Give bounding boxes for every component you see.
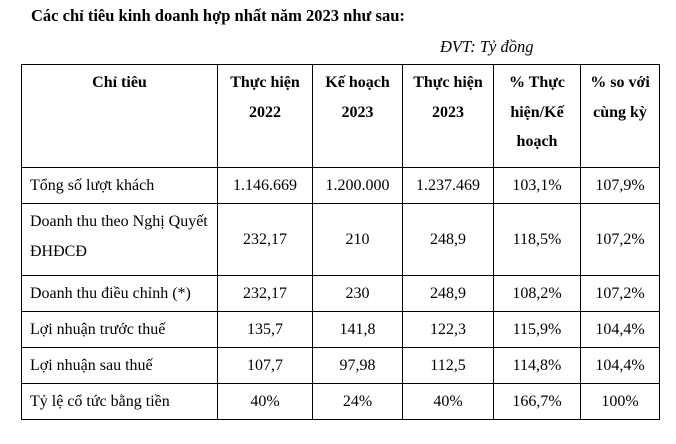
table-cell: 141,8 [313, 312, 403, 348]
table-header-row [22, 65, 660, 168]
document-heading: Các chỉ tiêu kinh doanh hợp nhất năm 2023 như sau: [31, 6, 405, 25]
table-cell: 118,5% [494, 204, 581, 276]
table-row [22, 384, 660, 420]
table-cell: 232,17 [218, 276, 313, 312]
business-targets-table [21, 64, 660, 420]
table-cell: 107,7 [218, 348, 313, 384]
table-cell: 230 [313, 276, 403, 312]
header-cell-indicator: Chỉ tiêu [22, 65, 218, 168]
row-label: Lợi nhuận trước thuế [22, 312, 218, 348]
table-cell: 1.237.469 [403, 168, 494, 204]
table-row [22, 204, 660, 276]
table-cell: 210 [313, 204, 403, 276]
table-cell: 232,17 [218, 204, 313, 276]
table-row [22, 348, 660, 384]
table-row [22, 168, 660, 204]
header-cell-actual-2022: Thực hiện 2022 [218, 65, 313, 168]
table-row [22, 312, 660, 348]
table-cell: 114,8% [494, 348, 581, 384]
row-label: Tổng số lượt khách [22, 168, 218, 204]
unit-note: ĐVT: Tỷ đồng [440, 37, 534, 56]
table-cell: 1.200.000 [313, 168, 403, 204]
table-cell: 166,7% [494, 384, 581, 420]
table-cell: 97,98 [313, 348, 403, 384]
table-cell: 135,7 [218, 312, 313, 348]
header-cell-actual-2023: Thực hiện 2023 [403, 65, 494, 168]
table-cell: 112,5 [403, 348, 494, 384]
table-cell: 104,4% [581, 348, 660, 384]
row-label: Lợi nhuận sau thuế [22, 348, 218, 384]
table-cell: 107,9% [581, 168, 660, 204]
table-cell: 108,2% [494, 276, 581, 312]
table-cell: 24% [313, 384, 403, 420]
header-cell-plan-2023: Kế hoạch 2023 [313, 65, 403, 168]
table-row [22, 276, 660, 312]
row-label: Tỷ lệ cổ tức bằng tiền [22, 384, 218, 420]
table-cell: 1.146.669 [218, 168, 313, 204]
table-cell: 104,4% [581, 312, 660, 348]
table-cell: 248,9 [403, 204, 494, 276]
table-cell: 122,3 [403, 312, 494, 348]
table-cell: 100% [581, 384, 660, 420]
table-cell: 40% [403, 384, 494, 420]
table-cell: 107,2% [581, 276, 660, 312]
table-cell: 107,2% [581, 204, 660, 276]
table-cell: 40% [218, 384, 313, 420]
table-cell: 115,9% [494, 312, 581, 348]
row-label: Doanh thu theo Nghị Quyết ĐHĐCĐ [22, 204, 218, 276]
table-cell: 248,9 [403, 276, 494, 312]
header-cell-percent-yoy: % so với cùng kỳ [581, 65, 660, 168]
table-cell: 103,1% [494, 168, 581, 204]
row-label: Doanh thu điều chỉnh (*) [22, 276, 218, 312]
header-cell-percent-of-plan: % Thực hiện/Kế hoạch [494, 65, 581, 168]
